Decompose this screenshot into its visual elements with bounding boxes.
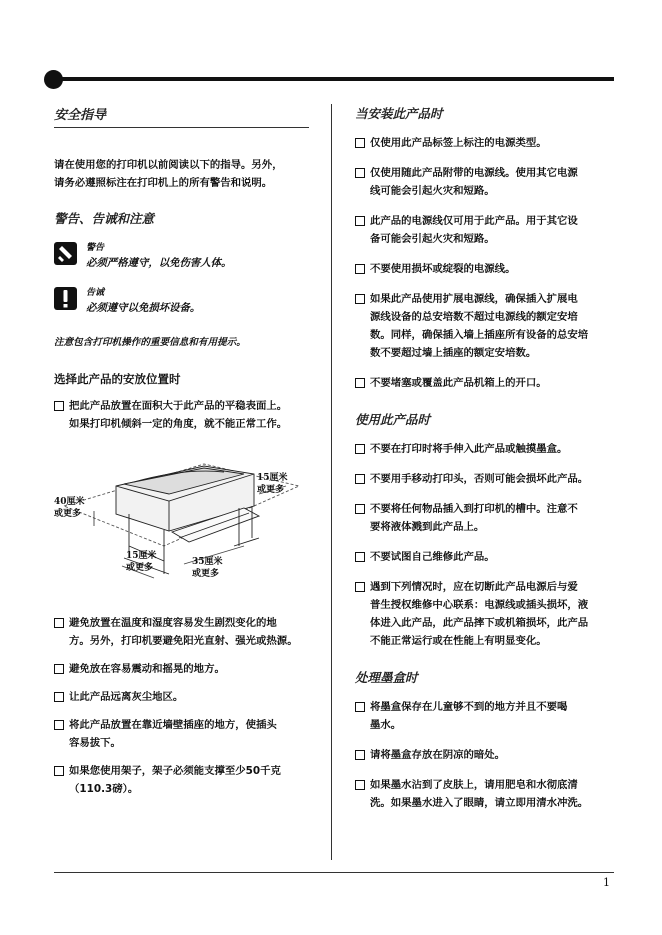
intro-line-2: 请务必遵照标注在打印机上的所有警告和说明。 [54,177,273,189]
dim-left: 40厘米 或更多 [54,497,85,519]
install-heading: 当安装此产品时 [355,106,443,121]
footer-line [54,872,614,873]
intro-line-1: 请在使用您的打印机以前阅读以下的指导。另外， [54,159,283,171]
warning-notice [54,241,309,279]
checkbox-square-icon [355,168,365,178]
placement-item [54,397,309,433]
placement-item: 将此产品放置在靠近墙壁插座的地方，使插头 容易拔下。 [54,716,309,752]
use-item: 不要用手移动打印头，否则可能会损坏此产品。 [355,470,610,488]
checkbox-square-icon [54,720,64,730]
safety-title: 安全指导 [54,104,309,128]
checkbox-square-icon [355,444,365,454]
page-number: 1 [603,876,610,889]
install-item: 仅使用此产品标签上标注的电源类型。 [355,134,610,152]
checkbox-square-icon [54,401,64,411]
install-list [355,134,610,392]
checkbox-square-icon [54,618,64,628]
use-item: 不要将任何物品插入到打印机的槽中。注意不 要将液体溅到此产品上。 [355,500,610,536]
install-item: 此产品的电源线仅可用于此产品。用于其它设 备可能会引起火灾和短路。 [355,212,610,248]
item-line: 把此产品放置在面积大于此产品的平稳表面上。 [69,400,288,413]
placement-item: 避免放在容易震动和摇晃的地方。 [54,660,309,678]
warning-hand-icon [54,242,77,265]
ink-item: 如果墨水沾到了皮肤上，请用肥皂和水彻底清 洗。如果墨水进入了眼睛，请立即用清水冲洗。 [355,776,610,812]
column-divider [331,104,332,860]
placement-list [54,614,309,798]
install-item: 仅使用随此产品附带的电源线。使用其它电源 线可能会引起火灾和短路。 [355,164,610,200]
ink-item: 将墨盒保存在儿童够不到的地方并且不要喝 墨水。 [355,698,610,734]
dim-bottom-right: 35厘米 或更多 [192,557,223,579]
checkbox-square-icon [355,552,365,562]
note-text: 注意包含打印机操作的重要信息和有用提示。 [54,336,246,348]
checkbox-square-icon [355,504,365,514]
dim-right: 15厘米 或更多 [257,473,288,495]
printer-illustration [54,446,309,586]
use-item: 不要试图自己维修此产品。 [355,548,610,566]
checkbox-square-icon [355,780,365,790]
left-column [54,104,309,795]
placement-item: 让此产品远离灰尘地区。 [54,688,309,706]
checkbox-square-icon [355,702,365,712]
warning-title: 警告 [86,243,105,253]
checkbox-square-icon [355,750,365,760]
printer-clearance-figure [54,446,309,586]
caution-exclamation-icon [54,287,77,310]
dim-bottom-left: 15厘米 或更多 [126,551,157,573]
caution-text: 必须遵守以免损坏设备。 [86,302,201,314]
install-item: 不要使用损坏或绽裂的电源线。 [355,260,610,278]
warnings-heading: 警告、告诫和注意 [54,211,155,226]
use-heading: 使用此产品时 [355,412,431,427]
item-line: 如果打印机倾斜一定的角度，就不能正常工作。 [69,418,288,431]
ink-heading: 处理墨盒时 [355,670,418,685]
caution-notice [54,286,309,324]
checkbox-square-icon [355,216,365,226]
ink-list [355,698,610,812]
install-item: 不要堵塞或覆盖此产品机箱上的开口。 [355,374,610,392]
caution-title: 告诫 [86,288,105,298]
checkbox-square-icon [54,766,64,776]
checkbox-square-icon [355,378,365,388]
checkbox-square-icon [355,474,365,484]
checkbox-square-icon [355,138,365,148]
right-column [355,104,610,812]
placement-item: 如果您使用架子，架子必须能支撑至少50千克 （110.3磅）。 [54,762,309,798]
warning-text: 必须严格遵守，以免伤害人体。 [86,257,232,269]
checkbox-square-icon [355,582,365,592]
checkbox-square-icon [355,294,365,304]
checkbox-square-icon [355,264,365,274]
placement-heading: 选择此产品的安放位置时 [54,372,181,387]
placement-item: 避免放置在温度和湿度容易发生剧烈变化的地 方。另外，打印机要避免阳光直射、强光或热源。 [54,614,309,650]
checkbox-square-icon [54,692,64,702]
header-bar [54,77,614,81]
use-item: 不要在打印时将手伸入此产品或触摸墨盒。 [355,440,610,458]
install-item: 如果此产品使用扩展电源线，确保插入扩展电 源线设备的总安培数不超过电源线的额定安培 数。同样，确保插入墙上插座所有设备的总安培 数不要超过墙上插座的额定安培数。 [355,290,610,362]
use-item: 遇到下列情况时，应在切断此产品电源后与爱 普生授权维修中心联系：电源线或插头损坏，液 体进入此产品，此产品摔下或机箱损坏，此产品 不能正常运行或在性能上有明显变化。 [355,578,610,650]
ink-item: 请将墨盒存放在阴凉的暗处。 [355,746,610,764]
use-list [355,440,610,650]
checkbox-square-icon [54,664,64,674]
